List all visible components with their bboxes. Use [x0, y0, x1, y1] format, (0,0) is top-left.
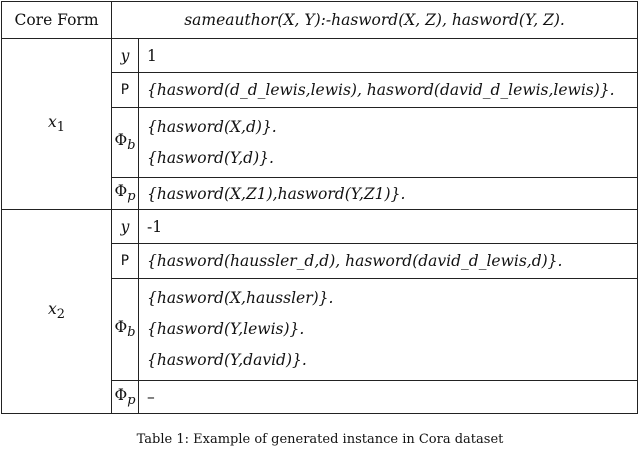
x1-phib-label: $\Phi_b$: [112, 108, 139, 178]
x2-p-value: {hasword(haussler_d,d), hasword(david_d_lewis,d)}.: [139, 244, 638, 279]
x2-instance-label: $x_2$: [2, 210, 112, 414]
table-caption: Table 1: Example of generated instance in Cora dataset: [136, 432, 504, 447]
x1-y-value: 1: [139, 39, 638, 73]
cora-instance-table: [1, 1, 638, 414]
x1-phib-value-2: {hasword(Y,d)}.: [147, 148, 274, 167]
x2-y-row: [2, 210, 638, 244]
x2-phip-value: –: [139, 381, 638, 414]
x1-p-label: P: [112, 73, 139, 108]
x1-y-row: [2, 39, 638, 73]
x2-phib-values: [139, 279, 638, 381]
x2-y-label: y: [112, 210, 139, 244]
x1-y-label: y: [112, 39, 139, 73]
x1-instance-label: $x_1$: [2, 39, 112, 210]
x2-phib-value-3: {hasword(Y,david)}.: [147, 351, 307, 369]
core-form-row: [2, 2, 638, 39]
x1-phip-label: $\Phi_p$: [112, 178, 139, 210]
x2-p-label: P: [112, 244, 139, 279]
x2-phib-value-2: {hasword(Y,lewis)}.: [147, 320, 305, 338]
x1-p-value: {hasword(d_d_lewis,lewis), hasword(david_d_lewis,lewis)}.: [139, 73, 638, 108]
x1-phib-value-1: {hasword(X,d)}.: [147, 117, 277, 136]
core-form-formula: sameauthor(X, Y):-hasword(X, Z), hasword(Y, Z).: [112, 2, 638, 39]
x2-phib-label: $\Phi_b$: [112, 279, 139, 381]
x1-phib-values: [139, 108, 638, 178]
x2-phib-value-1: {hasword(X,haussler)}.: [147, 289, 334, 307]
core-form-label: Core Form: [2, 2, 112, 39]
x2-y-value: -1: [139, 210, 638, 244]
x1-phip-value: {hasword(X,Z1),hasword(Y,Z1)}.: [139, 178, 638, 210]
x2-phip-label: $\Phi_p$: [112, 381, 139, 414]
